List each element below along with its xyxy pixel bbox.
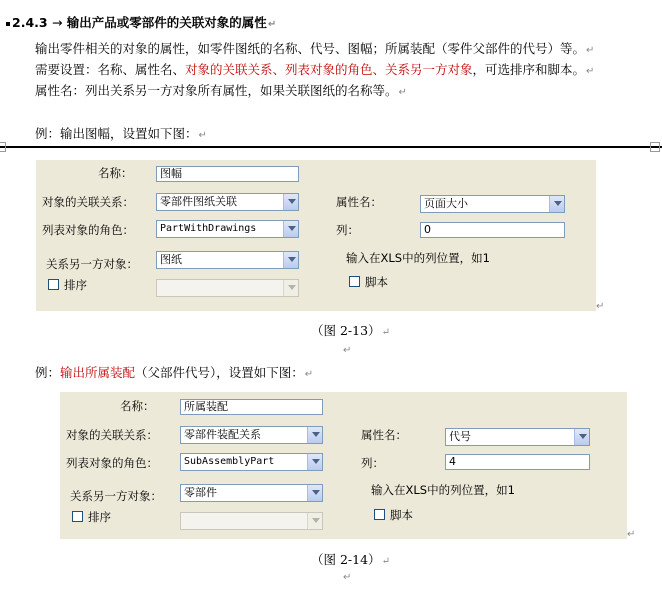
attr-select[interactable]: [445, 428, 590, 446]
paragraph-1-text: 输出零件相关的对象的属性，如零件图纸的名称、代号、图幅；所属装配（零件父部件的代号）等。: [35, 41, 586, 56]
other-select[interactable]: [156, 251, 299, 269]
name-input[interactable]: 所属装配: [180, 399, 323, 415]
chevron-down-icon[interactable]: [283, 280, 298, 296]
paragraph-2-highlight: 对象的关联关系、列表对象的角色、关系另一方对象: [185, 62, 473, 77]
assoc-select-value: 零部件图纸关联: [160, 195, 237, 208]
role-select-value: SubAssemblyPart: [184, 456, 275, 467]
paragraph-mark: ↵: [627, 529, 636, 540]
margin-corner-left: [0, 142, 6, 152]
paragraph-2: [35, 60, 594, 78]
paragraph-1: [35, 39, 594, 57]
attr-select-value: 页面大小: [424, 197, 468, 210]
attr-select[interactable]: [420, 195, 565, 213]
name-input[interactable]: 图幅: [156, 166, 299, 182]
paragraph-mark: ↵: [343, 572, 352, 583]
other-select[interactable]: [180, 484, 323, 502]
col-input[interactable]: 0: [420, 222, 565, 238]
heading-arrow: →: [51, 15, 63, 30]
sort-label: 排序: [88, 510, 111, 524]
paragraph-2-text-b: ，可选排序和脚本。: [472, 62, 586, 77]
paragraph-mark: ↵: [398, 87, 407, 98]
script-label: 脚本: [390, 508, 413, 522]
section-title: 输出产品或零部件的关联对象的属性: [66, 15, 267, 30]
other-label: 关系另一方对象：: [46, 257, 138, 271]
paragraph-2-text-a: 需要设置：名称、属性名、: [35, 62, 186, 77]
example-2-text: [35, 363, 313, 381]
section-heading: [6, 13, 276, 31]
paragraph-mark: ↵: [586, 66, 595, 77]
chevron-down-icon[interactable]: [307, 513, 322, 529]
paragraph-mark: ↵: [267, 19, 277, 30]
script-label: 脚本: [365, 275, 388, 289]
paragraph-3: [35, 81, 407, 99]
name-label: 名称：: [98, 166, 133, 180]
paragraph-mark: ↵: [381, 556, 390, 567]
form-panel-1: [36, 160, 596, 311]
col-hint: 输入在XLS中的列位置，如1: [371, 483, 515, 497]
sort-checkbox[interactable]: [72, 511, 83, 522]
caption-figure-2-13: [311, 321, 390, 339]
col-hint: 输入在XLS中的列位置，如1: [346, 251, 490, 265]
sort-label: 排序: [64, 278, 87, 292]
sort-select[interactable]: [156, 279, 299, 297]
chevron-down-icon[interactable]: [307, 454, 322, 470]
chevron-down-icon[interactable]: [283, 221, 298, 237]
attr-select-value: 代号: [449, 430, 471, 443]
form-panel-2: [60, 392, 627, 539]
name-label: 名称：: [120, 399, 155, 413]
caption-1-text: （图 2-13）: [311, 323, 381, 338]
col-input[interactable]: 4: [445, 454, 590, 470]
other-select-value: 零部件: [184, 486, 217, 499]
example-2-suffix: （父部件代号），设置如下图：: [135, 365, 304, 380]
caption-2-text: （图 2-14）: [311, 552, 381, 567]
caption-figure-2-14: [311, 550, 390, 568]
paragraph-4: [35, 124, 207, 142]
paragraph-mark: ↵: [304, 369, 314, 380]
role-label: 列表对象的角色：: [42, 223, 134, 237]
paragraph-mark: ↵: [596, 301, 605, 312]
paragraph-4-text: 例：输出图幅，设置如下图：: [35, 126, 198, 141]
col-label: 列：: [361, 456, 384, 470]
other-select-value: 图纸: [160, 253, 182, 266]
chevron-down-icon[interactable]: [307, 485, 322, 501]
sort-select[interactable]: [180, 512, 323, 530]
chevron-down-icon[interactable]: [549, 196, 564, 212]
sort-checkbox[interactable]: [48, 279, 59, 290]
bullet-square-icon: [6, 22, 10, 26]
page-break-rule: [0, 146, 662, 148]
role-select[interactable]: [180, 453, 323, 471]
paragraph-mark: ↵: [343, 345, 352, 356]
role-select-value: PartWithDrawings: [160, 223, 257, 234]
paragraph-3-text: 属性名：列出关系另一方对象所有属性，如果关联图纸的名称等。: [35, 83, 398, 98]
chevron-down-icon[interactable]: [283, 194, 298, 210]
paragraph-mark: ↵: [198, 130, 207, 141]
other-label: 关系另一方对象：: [70, 489, 162, 503]
col-label: 列：: [336, 223, 359, 237]
role-select[interactable]: [156, 220, 299, 238]
margin-corner-right: [650, 142, 660, 152]
script-checkbox[interactable]: [374, 509, 385, 520]
assoc-label: 对象的关联关系：: [42, 195, 134, 209]
attr-label: 属性名：: [361, 428, 407, 442]
paragraph-mark: ↵: [381, 327, 390, 338]
assoc-select-value: 零部件装配关系: [184, 428, 261, 441]
chevron-down-icon[interactable]: [574, 429, 589, 445]
example-2-prefix: 例：: [35, 365, 61, 380]
assoc-select[interactable]: [180, 426, 323, 444]
section-number: 2.4.3: [12, 15, 48, 30]
assoc-label: 对象的关联关系：: [66, 428, 158, 442]
chevron-down-icon[interactable]: [283, 252, 298, 268]
chevron-down-icon[interactable]: [307, 427, 322, 443]
paragraph-mark: ↵: [586, 45, 595, 56]
assoc-select[interactable]: [156, 193, 299, 211]
attr-label: 属性名：: [336, 195, 382, 209]
script-checkbox[interactable]: [349, 276, 360, 287]
role-label: 列表对象的角色：: [66, 456, 158, 470]
example-2-highlight: 输出所属装配: [60, 365, 136, 380]
